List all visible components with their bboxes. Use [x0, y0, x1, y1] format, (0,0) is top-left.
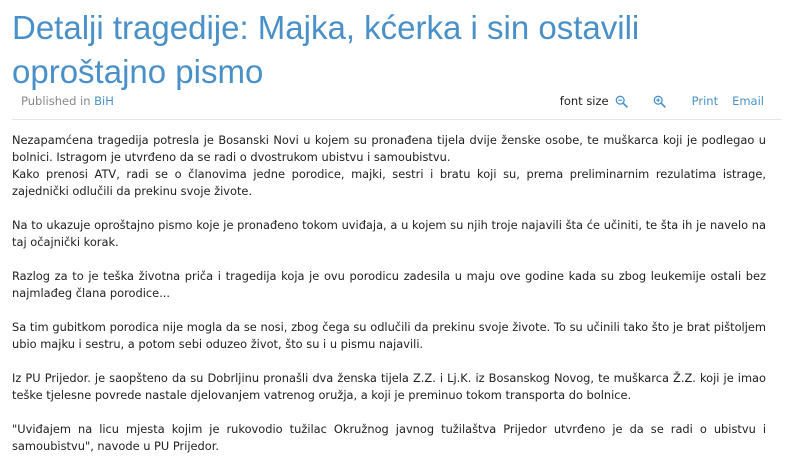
- article-paragraph: "Uviđajem na licu mjesta kojim je rukovodio tužilac Okružnog javnog tužilaštva Prijedor utvrđeno je da se radi o ubistvu i samoubistvu", navode u PU Prijedor.: [12, 422, 766, 453]
- article-tools: [560, 94, 764, 108]
- zoom-out-icon[interactable]: [614, 94, 630, 108]
- email-link[interactable]: Email: [732, 94, 764, 108]
- article-paragraph: Kako prenosi ATV, radi se o članovima jedne porodice, majki, sestri i bratu koji su, prema preliminarnim rezulatima istrage, zajednički odlučili da prekinu svoje živote.: [12, 167, 766, 198]
- published-info: [21, 94, 114, 108]
- article-body: [12, 132, 766, 472]
- meta-divider: [12, 119, 782, 120]
- font-size-label: font size: [559, 94, 609, 108]
- article-paragraph: Razlog za to je teška životna priča i tragedija koja je ovu porodicu zadesila u maju ove godine kada su zbog leukemije ostali bez najmlađeg člana porodice...: [12, 269, 766, 300]
- article-paragraph: Iz PU Prijedor. je saopšteno da su Dobrljinu pronašli dva ženska tijela Z.Z. i Lj.K. iz Bosanskog Novog, te muškarca Ž.Z. koji je imao teške tjelesne povrede nastale djelovanjem vatrenog oružja, a koji je preminuo tokom transporta do bolnice.: [12, 371, 766, 402]
- published-prefix: Published in: [21, 94, 91, 108]
- article-paragraph: Nezapamćena tragedija potresla je Bosanski Novi u kojem su pronađena tijela dvije ženske osobe, te muškarca koji je podlegao u bolnici. Istragom je utvrđeno da se radi o dvostrukom ubistvu i samoubistvu.: [12, 133, 766, 164]
- zoom-in-icon[interactable]: [652, 94, 668, 108]
- article-paragraph: Sa tim gubitkom porodica nije mogla da se nosi, zbog čega su odlučili da prekinu svoje živote. To su učinili tako što je brat pištoljem ubio majku i sestru, a potom sebi oduzeo život, što su i u pismu najavili.: [12, 320, 766, 351]
- category-link[interactable]: BiH: [94, 94, 114, 108]
- article-meta-bar: [0, 88, 780, 114]
- zoom-in-icon-graphic: [653, 95, 666, 108]
- article-title: Detalji tragedije: Majka, kćerka i sin ostavili oproštajno pismo: [12, 9, 640, 90]
- zoom-out-icon-graphic: [615, 95, 628, 108]
- print-link[interactable]: Print: [691, 94, 719, 108]
- article-paragraph: Na to ukazuje oproštajno pismo koje je pronađeno tokom uviđaja, a u kojem su njih troje najavili šta će učiniti, te šta ih je navelo na taj očajnički korak.: [12, 218, 766, 249]
